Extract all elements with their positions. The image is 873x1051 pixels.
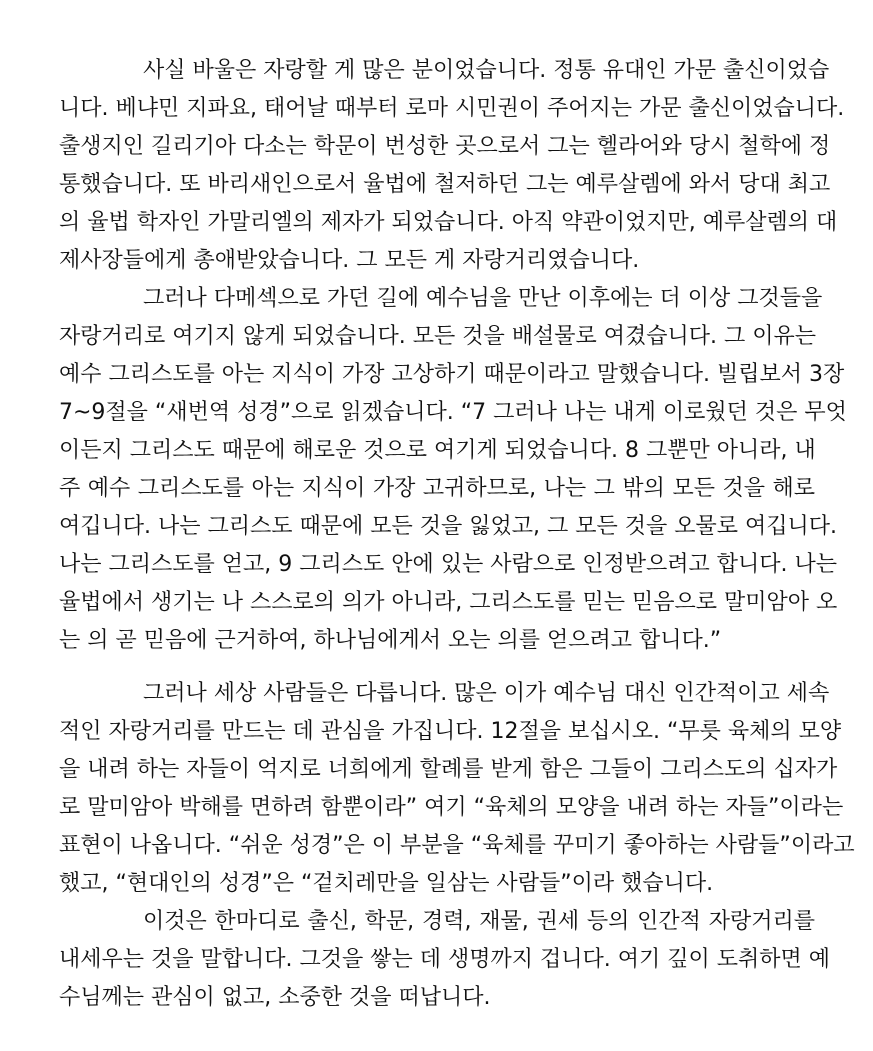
- paragraph-1-line-5: 의 율법 학자인 가말리엘의 제자가 되었습니다. 아직 약관이었지만, 예루살렘의 대: [59, 210, 838, 235]
- paragraph-2-line-4: 7~9절을 “새번역 성경”으로 읽겠습니다. “7 그러나 나는 내게 이로웠던 것은 무엇: [59, 400, 847, 425]
- paragraph-2-line-2: 자랑거리로 여기지 않게 되었습니다. 모든 것을 배설물로 여겼습니다. 그 이유는: [59, 324, 816, 349]
- paragraph-3-line-1: 그러나 세상 사람들은 다릅니다. 많은 이가 예수님 대신 인간적이고 세속: [143, 681, 830, 706]
- paragraph-3-line-2: 적인 자랑거리를 만드는 데 관심을 가집니다. 12절을 보십시오. “무릇 육체의 모양: [59, 719, 842, 744]
- paragraph-1-line-6: 제사장들에게 총애받았습니다. 그 모든 게 자랑거리였습니다.: [59, 248, 640, 273]
- paragraph-2-line-10: 는 의 곧 믿음에 근거하여, 하나님에게서 오는 의를 얻으려고 합니다.”: [59, 628, 722, 653]
- paragraph-2-line-7: 여깁니다. 나는 그리스도 때문에 모든 것을 잃었고, 그 모든 것을 오물로 여깁니다.: [59, 514, 837, 539]
- paragraph-2-line-9: 율법에서 생기는 나 스스로의 의가 아니라, 그리스도를 믿는 믿음으로 말미암아 오: [59, 590, 838, 615]
- paragraph-1-line-2: 니다. 베냐민 지파요, 태어날 때부터 로마 시민권이 주어지는 가문 출신이었습니다.: [59, 96, 845, 121]
- paragraph-2-line-6: 주 예수 그리스도를 아는 지식이 가장 고귀하므로, 나는 그 밖의 모든 것을 해로: [59, 476, 815, 501]
- paragraph-1-line-1: 사실 바울은 자랑할 게 많은 분이었습니다. 정통 유대인 가문 출신이었습: [143, 58, 830, 83]
- paragraph-4-line-2: 내세우는 것을 말합니다. 그것을 쌓는 데 생명까지 겁니다. 여기 깊이 도취하면 예: [59, 947, 830, 972]
- paragraph-3-line-5: 표현이 나옵니다. “쉬운 성경”은 이 부분을 “육체를 꾸미기 좋아하는 사람들”이라고: [59, 833, 855, 858]
- paragraph-2-line-8: 나는 그리스도를 얻고, 9 그리스도 안에 있는 사람으로 인정받으려고 합니다. 나는: [59, 552, 837, 577]
- paragraph-3-line-6: 했고, “현대인의 성경”은 “겉치레만을 일삼는 사람들”이라 했습니다.: [59, 871, 714, 896]
- paragraph-2-line-3: 예수 그리스도를 아는 지식이 가장 고상하기 때문이라고 말했습니다. 빌립보서 3장: [59, 362, 845, 387]
- paragraph-1-line-4: 통했습니다. 또 바리새인으로서 율법에 철저하던 그는 예루살렘에 와서 당대 최고: [59, 172, 831, 197]
- paragraph-2-line-5: 이든지 그리스도 때문에 해로운 것으로 여기게 되었습니다. 8 그뿐만 아니라, 내: [59, 438, 816, 463]
- paragraph-3-line-4: 로 말미암아 박해를 면하려 함뿐이라” 여기 “육체의 모양을 내려 하는 자들”이라는: [59, 795, 844, 820]
- paragraph-1-line-3: 출생지인 길리기아 다소는 학문이 번성한 곳으로서 그는 헬라어와 당시 철학에 정: [59, 134, 831, 159]
- paragraph-4-line-1: 이것은 한마디로 출신, 학문, 경력, 재물, 권세 등의 인간적 자랑거리를: [143, 909, 815, 934]
- paragraph-3-line-3: 을 내려 하는 자들이 억지로 너희에게 할례를 받게 함은 그들이 그리스도의 십자가: [59, 757, 838, 782]
- paragraph-4-line-3: 수님께는 관심이 없고, 소중한 것을 떠납니다.: [59, 985, 491, 1010]
- paragraph-2-line-1: 그러나 다메섹으로 가던 길에 예수님을 만난 이후에는 더 이상 그것들을: [143, 286, 823, 311]
